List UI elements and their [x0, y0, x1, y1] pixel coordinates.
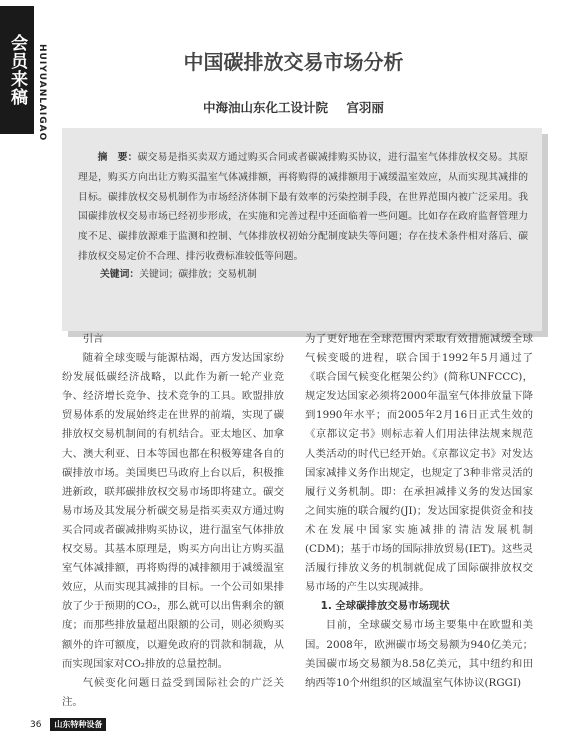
section-heading: 1. 全球碳排放交易市场现状 [320, 600, 450, 613]
byline [0, 98, 587, 116]
body-paragraph: 为了更好地在全球范围内采取有效措施减缓全球气候变暖的进程，联合国于1992年5月通过了《联合国气候变化框架公约》(简称UNFCCC)，规定发达国家必须将2000年温室气体排放量下降到1990年水平；而2005年2月16日正式生效的《京都议定书》则标志着人们用法律法规来规范人类活动的时代已经开始。《京都议定书》对发达国家减排义务作出规定，也规定了3种非常灵活的履行义务机制。即：在承担减排义务的发达国家之间实施的联合履约(JI)；发达国家提供资金和技术在发展中国家实施减排的清洁发展机制(CDM)；基于市场的国际排放贸易(IET)。这些灵活履行排放义务的机制就促成了国际碳排放权交易市场的产生以实现减排。 [305, 333, 534, 594]
body-paragraph: 目前，全球碳交易市场主要集中在欧盟和美国。2008年，欧洲碳市场交易额为940亿美元；美国碳市场交易额为8.58亿美元，其中纽约和田纳西等10个州组织的区域温室气体协议(RGGI) [305, 619, 533, 689]
keywords-label: 关键词： [100, 269, 140, 280]
article-title: 中国碳排放交易市场分析 [183, 50, 404, 74]
abstract-text: 碳交易是指买卖双方通过购买合同或者碳减排购买协议，进行温室气体排放权交易。其原理是，购买方向出让方购买温室气体减排额，再将购得的减排额用于减缓温室效应，从而实现其减排的目标。碳排放权交易机制作为市场经济体制下最有效率的污染控制手段，在世界范围内被广泛采用。我国碳排放权交易市场已经初步形成，在实施和完善过程中还面临着一些问题。比如存在政府监督管理力度不足、碳排放源难于监测和控制、气体排放权初始分配制度缺失等问题；存在技术条件相对落后、碳排放权交易定价不合理、排污收费标准较低等问题。 [78, 152, 529, 262]
intro-heading: 引言 [82, 333, 104, 345]
journal-name: 山东特种设备 [50, 718, 106, 731]
keywords-text: 关键词；碳排放；交易机制 [139, 269, 257, 280]
body-column-left [62, 330, 284, 712]
page-footer [30, 718, 106, 731]
author-name: 宫羽丽 [346, 100, 384, 115]
keywords [100, 265, 520, 284]
column-tab: 会员来稿 [0, 6, 34, 134]
column-tab-pinyin: HUIYUANLAIGAO [37, 44, 47, 142]
body-paragraph: 随着全球变暖与能源枯竭，西方发达国家纷纷发展低碳经济战略，以此作为新一轮产业竞争、经济增长竞争、技术竞争的工具。欧盟排放贸易体系的发展始终走在世界的前端，实现了碳排放权交易机制间的有机结合。亚太地区、加拿大、澳大利亚、日本等国也都在积极筹建各自的碳排放市场。美国奥巴马政府上台以后，积极推进新政，联邦碳排放权交易市场即将建立。碳交易市场及其发展分析碳交易是指买卖双方通过购买合同或者碳减排购买协议，进行温室气体排放权交易。其基本原理是，购买方向出让方购买温室气体减排额，再将购得的减排额用于减缓温室效应，从而实现其减排的目标。一个公司如果排放了少于预期的CO₂，那么就可以出售剩余的额度；而那些排放量超出限额的公司，则必须购买额外的许可额度，以避免政府的罚款和制裁，从而实现国家对CO₂排放的总量控制。 [62, 352, 284, 670]
page-number: 36 [30, 720, 42, 730]
author-affiliation: 中海油山东化工设计院 [203, 100, 329, 115]
body-paragraph: 气候变化问题日益受到国际社会的广泛关注。 [62, 676, 284, 708]
body-column-right [305, 330, 533, 693]
abstract [78, 148, 528, 267]
abstract-label: 摘 要： [97, 152, 138, 163]
